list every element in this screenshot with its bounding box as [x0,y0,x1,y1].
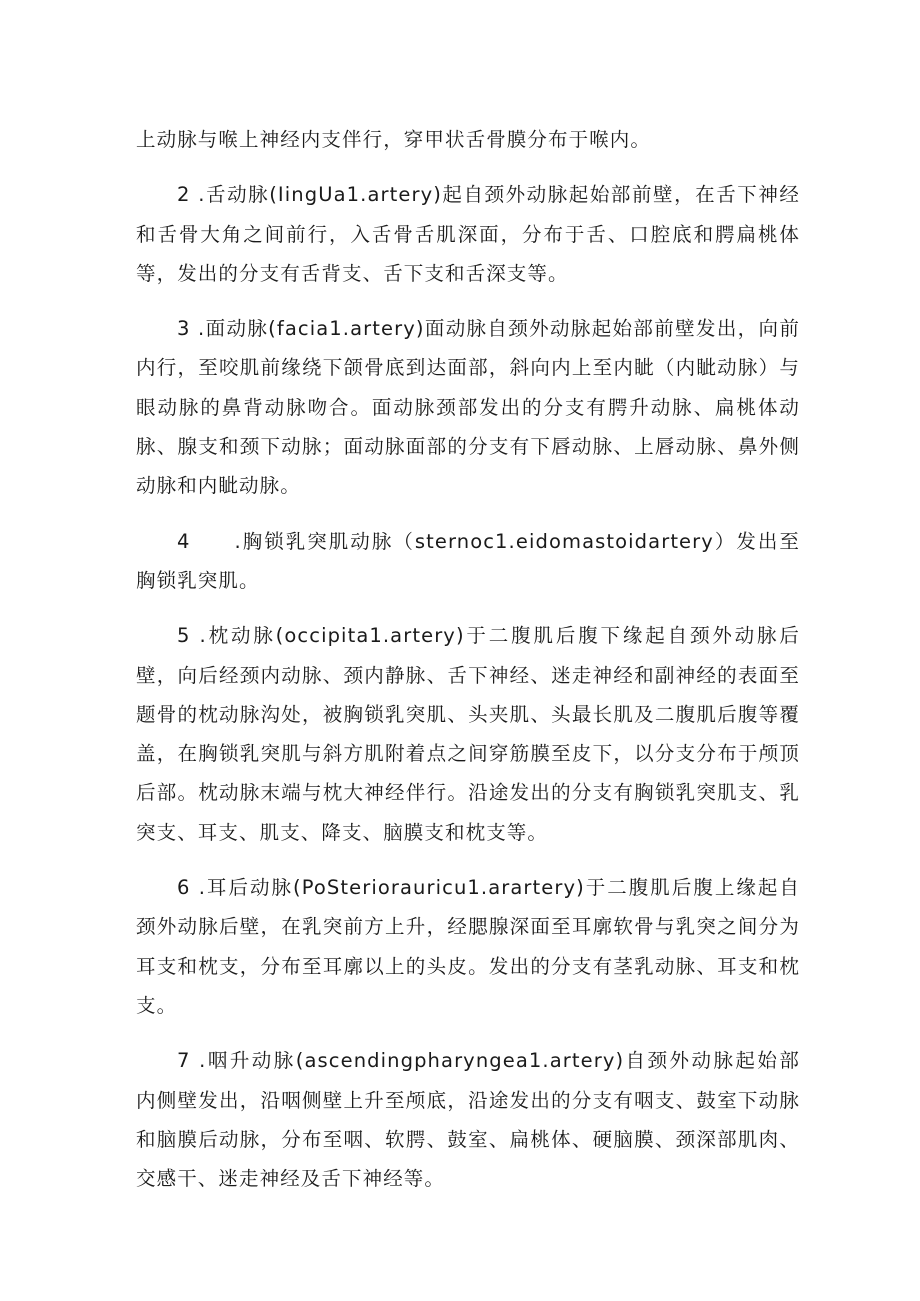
paragraph-lingual-artery: 2 .舌动脉(IingUa1.artery)起自颈外动脉起始部前壁，在舌下神经和舌骨大角之间前行，入舌骨舌肌深面，分布于舌、口腔底和腭扁桃体等，发出的分支有舌背支、舌下支和舌深支等。 [136,183,800,285]
paragraph-occipital-artery: 5 .枕动脉(occipita1.artery)于二腹肌后腹下缘起自颈外动脉后壁，向后经颈内动脉、颈内静脉、舌下神经、迷走神经和副神经的表面至题骨的枕动脉沟处，被胸锁乳突肌、头夹肌、头最长肌及二腹肌后腹等覆盖，在胸锁乳突肌与斜方肌附着点之间穿筋膜至皮下，以分支分布于颅顶后部。枕动脉末端与枕大神经伴行。沿途发出的分支有胸锁乳突肌支、乳突支、耳支、肌支、降支、脑膜支和枕支等。 [136,624,800,844]
paragraph-sternocleidomastoid-artery: 4 .胸锁乳突肌动脉（sternoc1.eidomastoidartery）发出至胸锁乳突肌。 [136,529,800,592]
paragraph-posterior-auricular-artery: 6 .耳后动脉(PoSteriorauricu1.arartery)于二腹肌后腹上缘起自颈外动脉后壁，在乳突前方上升，经腮腺深面至耳廓软骨与乳突之间分为耳支和枕支，分布至耳廓以上的头皮。发出的分支有茎乳动脉、耳支和枕支。 [136,876,800,1017]
paragraph-continuation: 上动脉与喉上神经内支伴行，穿甲状舌骨膜分布于喉内。 [136,128,652,151]
document-body [136,120,800,1198]
paragraph-ascending-pharyngeal-artery: 7 .咽升动脉(ascendingpharyngea1.artery)自颈外动脉起始部内侧壁发出，沿咽侧壁上升至颅底，沿途发出的分支有咽支、鼓室下动脉和脑膜后动脉，分布至咽、软腭、鼓室、扁桃体、硬脑膜、颈深部肌肉、交感干、迷走神经及舌下神经等。 [136,1049,800,1191]
paragraph-facial-artery: 3 .面动脉(facia1.artery)面动脉自颈外动脉起始部前壁发出，向前内行，至咬肌前缘绕下颌骨底到达面部，斜向内上至内眦（内眦动脉）与眼动脉的鼻背动脉吻合。面动脉颈部发出的分支有腭升动脉、扁桃体动脉、腺支和颈下动脉；面动脉面部的分支有下唇动脉、上唇动脉、鼻外侧动脉和内眦动脉。 [136,317,800,498]
